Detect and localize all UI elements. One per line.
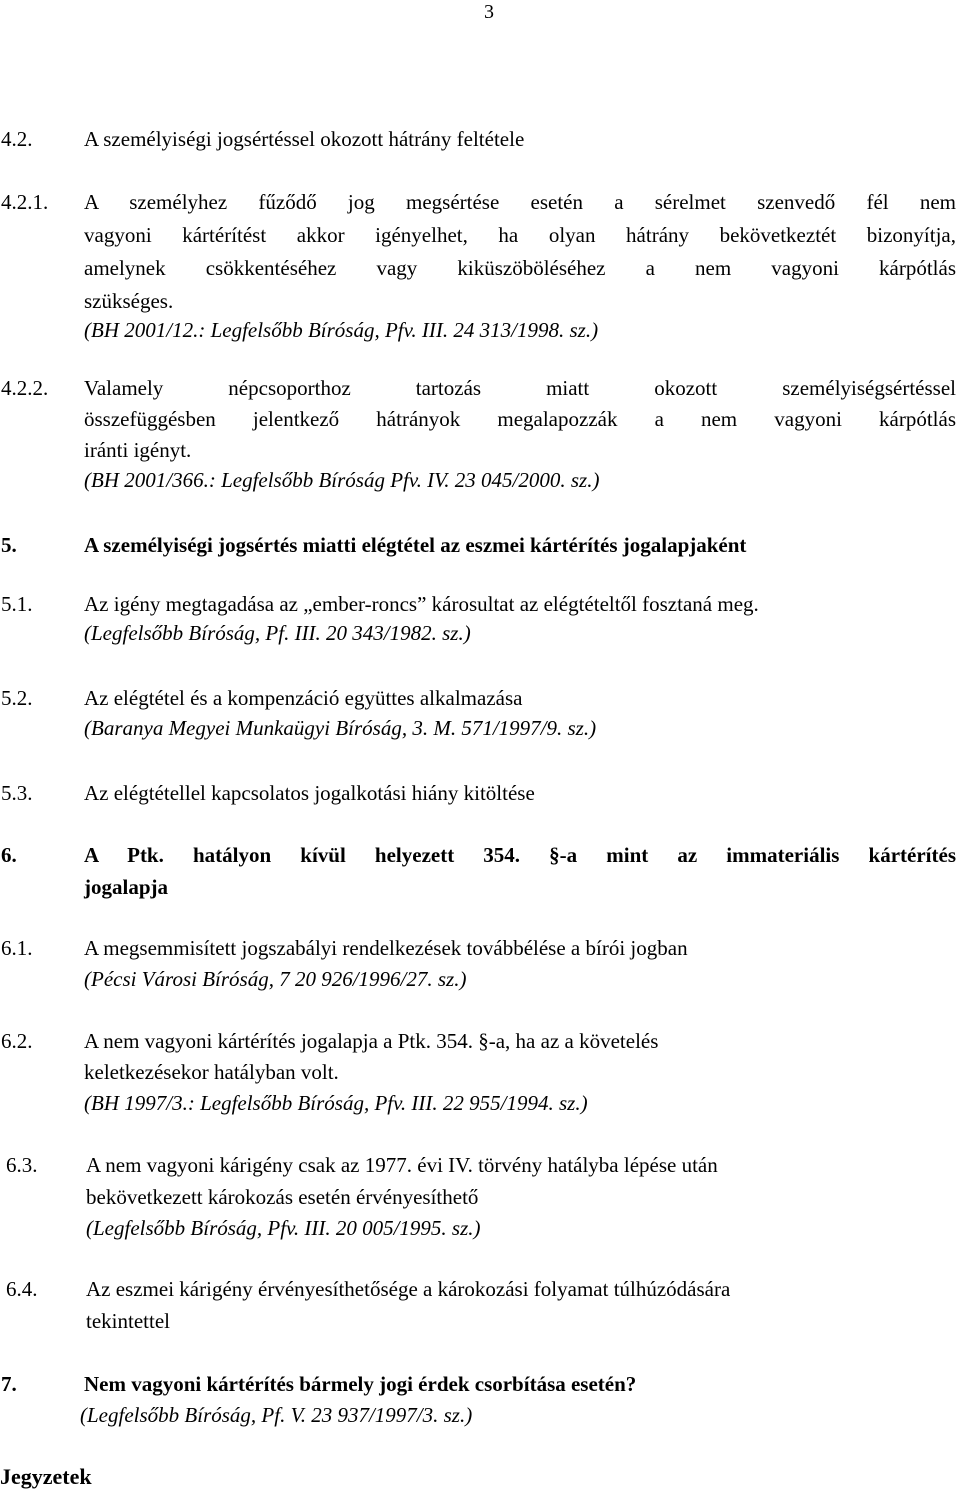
paragraph-line: bekövetkezett károkozás esetén érvényesíthető bbox=[86, 1185, 479, 1209]
paragraph-line: Valamely népcsoporthoz tartozás miatt okozott személyiségsértéssel bbox=[84, 376, 956, 400]
section-number: 7. bbox=[1, 1372, 17, 1396]
paragraph-line: tekintettel bbox=[86, 1309, 170, 1333]
notes-heading: Jegyzetek bbox=[0, 1464, 92, 1489]
page-number: 3 bbox=[484, 1, 494, 23]
citation: (BH 1997/3.: Legfelsőbb Bíróság, Pfv. III. 22 955/1994. sz.) bbox=[84, 1091, 588, 1115]
citation: (BH 2001/12.: Legfelsőbb Bíróság, Pfv. III. 24 313/1998. sz.) bbox=[84, 318, 599, 342]
citation: (Legfelsőbb Bíróság, Pf. III. 20 343/1982. sz.) bbox=[84, 621, 471, 645]
citation: (Legfelsőbb Bíróság, Pfv. III. 20 005/1995. sz.) bbox=[86, 1216, 481, 1240]
section-number: 6.3. bbox=[6, 1153, 38, 1177]
citation: (Pécsi Városi Bíróság, 7 20 926/1996/27. sz.) bbox=[84, 967, 467, 991]
paragraph-line: Az igény megtagadása az „ember-roncs” károsultat az elégtételtől fosztaná meg. bbox=[84, 592, 759, 616]
section-title: A személyiségi jogsértés miatti elégtétel az eszmei kártérítés jogalapjaként bbox=[84, 533, 747, 557]
paragraph-line: A nem vagyoni kártérítés jogalapja a Ptk. 354. §-a, ha az a követelés bbox=[84, 1029, 659, 1053]
citation: (BH 2001/366.: Legfelsőbb Bíróság Pfv. IV. 23 045/2000. sz.) bbox=[84, 468, 600, 492]
paragraph-line: Az eszmei kárigény érvényesíthetősége a károkozási folyamat túlhúzódására bbox=[86, 1277, 731, 1301]
section-number: 6.4. bbox=[6, 1277, 38, 1301]
section-title-line: A Ptk. hatályon kívül helyezett 354. §-a mint az immateriális kártérítés bbox=[84, 843, 956, 867]
paragraph-line: A nem vagyoni kárigény csak az 1977. évi IV. törvény hatályba lépése után bbox=[86, 1153, 718, 1177]
paragraph-line: amelynek csökkentéséhez vagy kiküszöböléséhez a nem vagyoni kárpótlás bbox=[84, 256, 956, 280]
section-title-line: jogalapja bbox=[84, 875, 168, 899]
section-number: 5.2. bbox=[1, 686, 33, 710]
section-number: 5.3. bbox=[1, 781, 33, 805]
section-number: 4.2.1. bbox=[1, 190, 49, 214]
paragraph-line: összefüggésben jelentkező hátrányok megalapozzák a nem vagyoni kárpótlás bbox=[84, 407, 956, 431]
paragraph-line: A megsemmisített jogszabályi rendelkezések továbbélése a bírói jogban bbox=[84, 936, 688, 960]
section-number: 4.2. bbox=[1, 127, 33, 151]
section-number: 5. bbox=[1, 533, 17, 557]
paragraph-line: iránti igényt. bbox=[84, 438, 192, 462]
citation: (Baranya Megyei Munkaügyi Bíróság, 3. M. 571/1997/9. sz.) bbox=[84, 716, 597, 740]
section-title: A személyiségi jogsértéssel okozott hátrány feltétele bbox=[84, 127, 525, 151]
paragraph-line: Az elégtétel és a kompenzáció együttes alkalmazása bbox=[84, 686, 523, 710]
section-number: 6.1. bbox=[1, 936, 33, 960]
paragraph-line: Az elégtétellel kapcsolatos jogalkotási hiány kitöltése bbox=[84, 781, 535, 805]
paragraph-line: vagyoni kártérítést akkor igényelhet, ha olyan hátrány bekövetkeztét bizonyítja, bbox=[84, 223, 956, 247]
paragraph-line: A személyhez fűződő jog megsértése esetén a sérelmet szenvedő fél nem bbox=[84, 190, 956, 214]
paragraph-line: keletkezésekor hatályban volt. bbox=[84, 1060, 339, 1084]
section-number: 4.2.2. bbox=[1, 376, 49, 400]
section-number: 6.2. bbox=[1, 1029, 33, 1053]
section-number: 5.1. bbox=[1, 592, 33, 616]
section-title: Nem vagyoni kártérítés bármely jogi érdek csorbítása esetén? bbox=[84, 1372, 637, 1396]
section-number: 6. bbox=[1, 843, 17, 867]
paragraph-line: szükséges. bbox=[84, 289, 174, 313]
citation: (Legfelsőbb Bíróság, Pf. V. 23 937/1997/3. sz.) bbox=[80, 1403, 473, 1427]
